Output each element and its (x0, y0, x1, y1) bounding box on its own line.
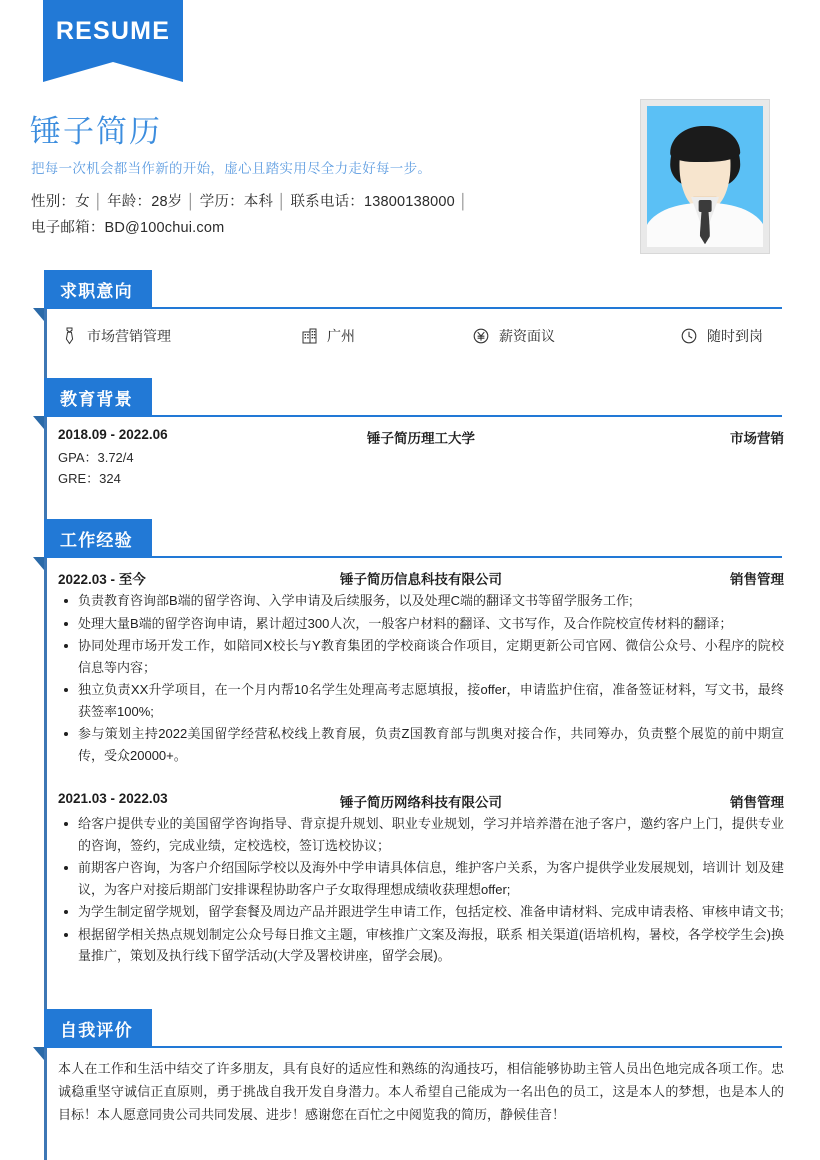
list-item: 根据留学相关热点规划制定公众号每日推文主题，审核推广文案及海报，联系 相关渠道(语培机构，暑校，各学校学生会)换量推广，策划及执行线下留学活动(大学及署校讲座，留学会展)。 (58, 924, 784, 967)
work-period: 2021.03 - 2022.03 (58, 791, 168, 806)
section-tab-self-evaluation (44, 1009, 152, 1047)
avatar-image (647, 106, 763, 247)
info-gender-value: 女 (75, 194, 90, 210)
clock-icon (680, 327, 698, 345)
banner-point-shape (43, 62, 183, 82)
work-role: 销售管理 (730, 795, 784, 810)
personal-info-line-2: 电子邮箱：BD@100chui.com (31, 220, 225, 236)
list-item: 协同处理市场开发工作，如陪同X校长与Y教育集团的学校商谈合作项目，定期更新公司官网、微信公众号、小程序的院校信息等内容； (58, 635, 784, 678)
education-gpa: GPA：3.72/4 (58, 450, 134, 465)
info-gender-label: 性别 (31, 194, 61, 210)
section-work (44, 519, 152, 557)
info-phone-value: 13800138000 (363, 194, 455, 210)
education-entry (58, 427, 784, 489)
section-self-evaluation (44, 1009, 152, 1047)
info-separator: │ (277, 194, 287, 210)
work-entry (58, 791, 784, 968)
info-separator: │ (458, 194, 469, 210)
self-evaluation-body (58, 1057, 784, 1126)
work-entry-head (58, 568, 784, 588)
section-tab-intention (44, 270, 152, 308)
info-separator: │ (93, 194, 104, 210)
section-intention (44, 270, 152, 308)
personal-info-line-1: 性别：女 │ 年龄：28岁 │ 学历：本科 │ 联系电话：13800138000 │ (31, 190, 472, 211)
intention-city-text: 广州 (327, 328, 355, 344)
work-entry-head (58, 791, 784, 811)
work-bullet-list (58, 813, 784, 967)
building-icon (300, 327, 318, 345)
section-rule (44, 556, 782, 558)
info-phone-label: 联系电话 (290, 194, 350, 210)
list-item: 参与策划主持2022美国留学经营私校线上教育展，负责Z国教育部与凯奥对接合作，共同筹办，负责整个展览的前中期宣传，受众20000+。 (58, 723, 784, 766)
work-role: 销售管理 (730, 572, 784, 587)
section-rule (44, 415, 782, 417)
necktie-icon (60, 327, 78, 345)
education-school: 锤子简历理工大学 (367, 431, 475, 446)
education-major: 市场营销 (730, 431, 784, 446)
education-gre: GRE：324 (58, 471, 121, 486)
section-rule (44, 1046, 782, 1048)
list-item: 处理大量B端的留学咨询申请，累计超过300人次，一般客户材料的翻译、文书写作，及合作院校宣传材料的翻译； (58, 613, 784, 635)
section-title-work: 工作经验 (60, 530, 133, 550)
info-email-label: 电子邮箱 (31, 220, 90, 236)
intention-items (60, 322, 790, 350)
info-age-label: 年龄 (107, 194, 137, 210)
work-bullet-list (58, 590, 784, 766)
list-item: 独立负责XX升学项目，在一个月内帮10名学生处理高考志愿填报，接offer，申请监护住宿，准备签证材料，写文书，最终获签率100%; (58, 679, 784, 722)
list-item: 为学生制定留学规划，留学套餐及周边产品并跟进学生申请工作，包括定校、准备申请材料、完成申请表格、审核申请文书; (58, 901, 784, 923)
section-title-intention: 求职意向 (60, 281, 133, 301)
avatar-fringe (670, 126, 740, 163)
intention-availability-text: 随时到岗 (707, 328, 763, 344)
work-company: 锤子简历网络科技有限公司 (340, 795, 502, 810)
intention-item-city (300, 326, 355, 346)
info-degree-label: 学历 (199, 194, 230, 210)
section-title-education: 教育背景 (60, 389, 133, 409)
yen-circle-icon (472, 327, 490, 345)
education-entry-head (58, 427, 784, 447)
work-company: 锤子简历信息科技有限公司 (340, 572, 502, 587)
list-item: 负责教育咨询部B端的留学咨询、入学申请及后续服务，以及处理C端的翻译文书等留学服务工作; (58, 590, 784, 612)
info-age-value: 28岁 (151, 194, 183, 210)
list-item: 给客户提供专业的美国留学咨询指导、背京提升规划、职业专业规划，学习并培养潜在池子客户，邀约客户上门，提供专业的咨询，签约，完成业绩，定校选校，签订选校协议； (58, 813, 784, 856)
intention-position-text: 市场营销管理 (87, 328, 171, 344)
section-title-self-evaluation: 自我评价 (60, 1020, 133, 1040)
intention-item-availability (680, 326, 763, 346)
tab-fold-icon (33, 416, 44, 429)
tab-fold-icon (33, 557, 44, 570)
avatar (640, 99, 770, 254)
tab-fold-icon (33, 308, 44, 321)
work-period: 2022.03 - 至今 (58, 572, 146, 587)
personal-motto: 把每一次机会都当作新的开始，虚心且踏实用尽全力走好每一步。 (31, 161, 432, 176)
resume-banner (43, 0, 183, 84)
intention-item-salary (472, 326, 555, 346)
intention-item-position (60, 326, 171, 346)
intention-salary-text: 薪资面议 (499, 328, 555, 344)
section-tab-work (44, 519, 152, 557)
info-degree-value: 本科 (243, 194, 274, 210)
page-title: 锤子简历 (30, 114, 162, 149)
banner-label: RESUME (55, 16, 171, 45)
section-education (44, 378, 152, 416)
info-separator: │ (186, 194, 196, 210)
education-period: 2018.09 - 2022.06 (58, 427, 168, 442)
section-rule (44, 307, 782, 309)
info-email-value: BD@100chui.com (104, 220, 225, 236)
self-evaluation-text: 本人在工作和生活中结交了许多朋友，具有良好的适应性和熟练的沟通技巧，相信能够协助主管人员出色地完成各项工作。忠诚稳重坚守诚信正直原则，勇于挑战自我开发自身潜力。本人希望自己能成为一名出色的员工，这是本人的梦想，也是本人的目标！本人愿意同贵公司共同发展、进步！感谢您在百忙之中阅览我的简历，静候佳音！ (58, 1061, 784, 1122)
tab-fold-icon (33, 1047, 44, 1060)
list-item: 前期客户咨询，为客户介绍国际学校以及海外中学申请具体信息，维护客户关系，为客户提供学业发展规划，培训计 划及建议，为客户对接后期部门安排课程协助客户子女取得理想成绩收获理想offer; (58, 857, 784, 900)
work-entry (58, 568, 784, 767)
section-tab-education (44, 378, 152, 416)
